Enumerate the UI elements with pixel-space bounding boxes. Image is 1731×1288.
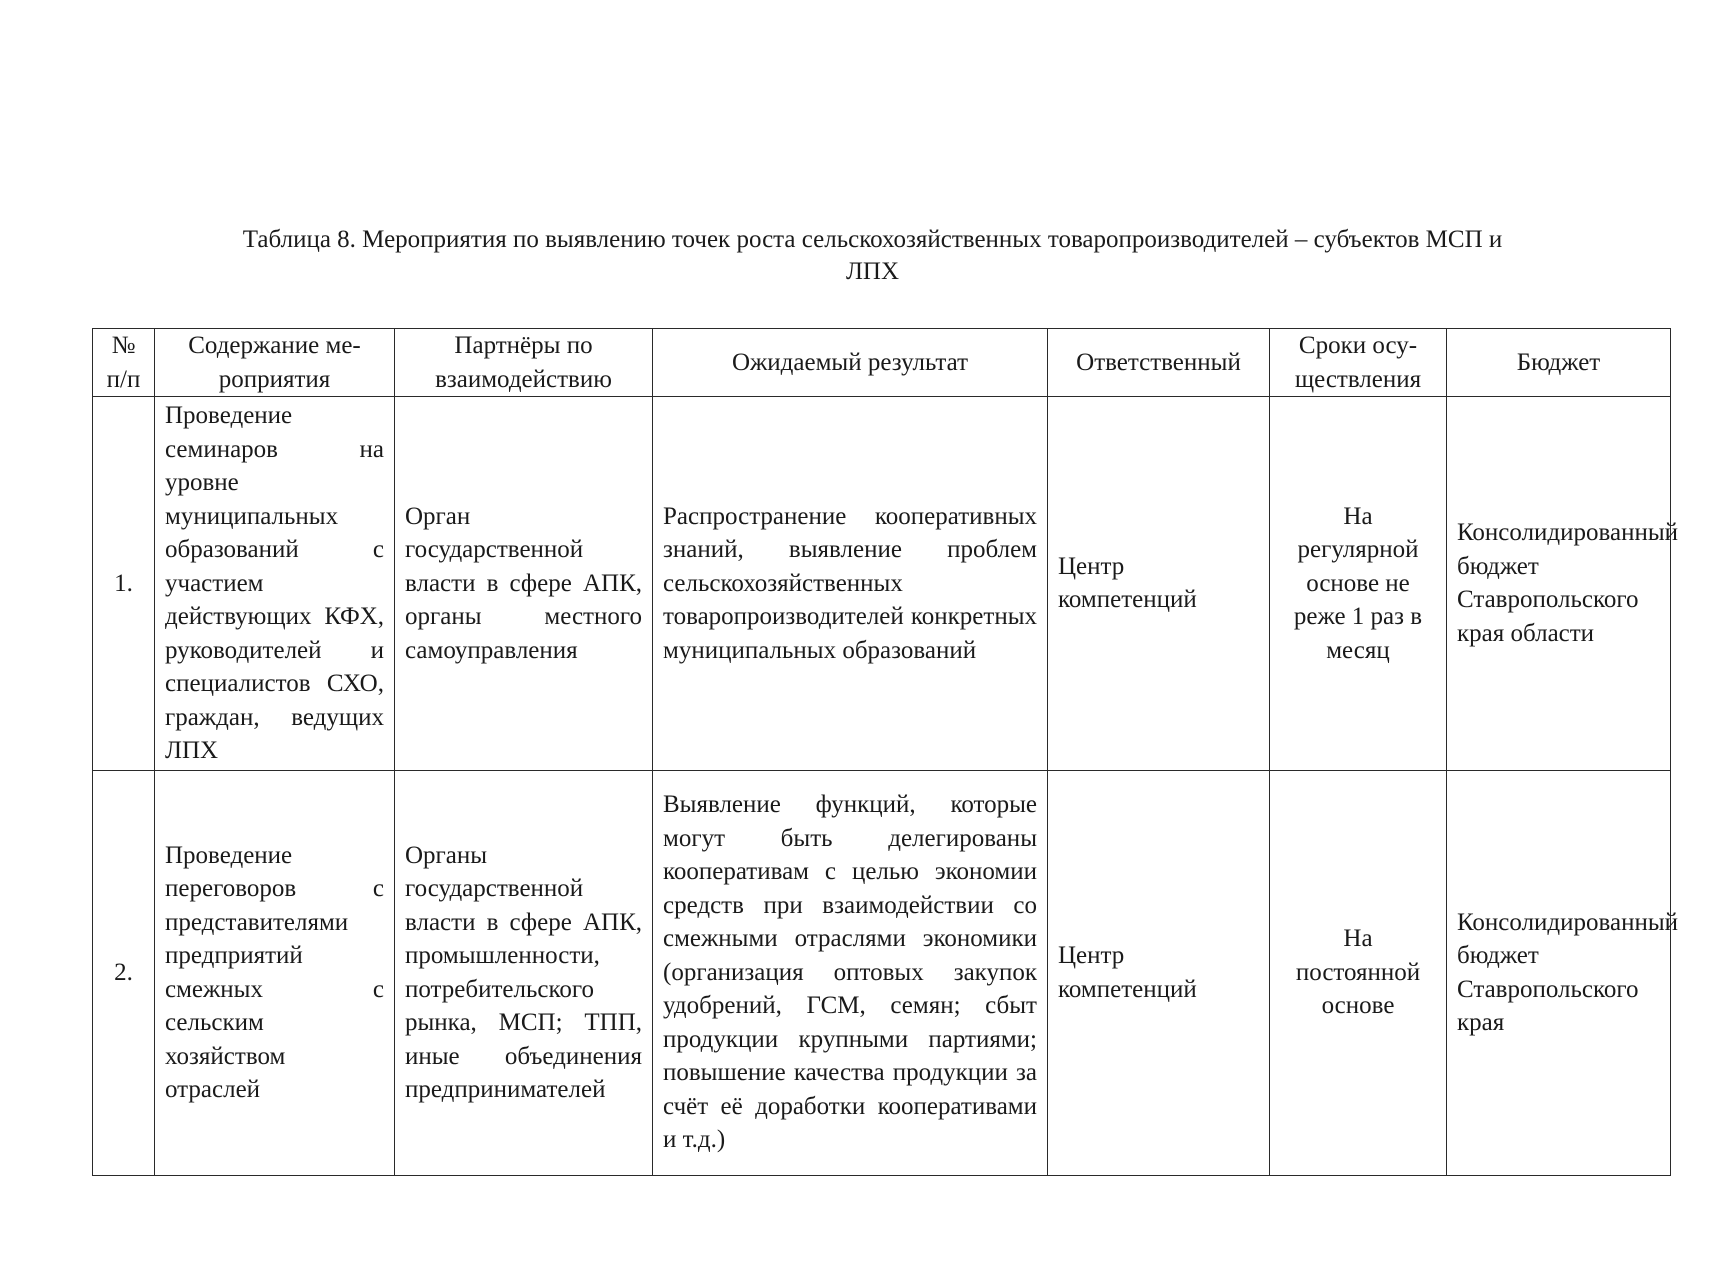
row-budget: Консолидированный бюджет Ставропольского края <box>1447 770 1671 1175</box>
row-terms: На регулярной основе не реже 1 раз в месяц <box>1270 397 1447 771</box>
caption-line-2: ЛПХ <box>845 258 900 285</box>
row-num: 1. <box>93 397 155 771</box>
row-content: Проведение переговоров с представителями предприятий смежных с сельским хозяйством отраслей <box>155 770 395 1175</box>
row-partners: Органы государственной власти в сфере АПК, промышленности, потребительского рынка, МСП; ТПП, иные объединения предпринимателей <box>395 770 653 1175</box>
header-num: № п/п <box>93 329 155 397</box>
caption-line-1: Таблица 8. Мероприятия по выявлению точек роста сельскохозяйственных товаропроизводителей – субъектов МСП и <box>242 226 1503 253</box>
header-partners: Партнёры по взаимодействию <box>395 329 653 397</box>
row-partners: Орган государственной власти в сфере АПК, органы местного самоуправления <box>395 397 653 771</box>
header-content: Содержание ме- роприятия <box>155 329 395 397</box>
row-responsible: Центр компетенций <box>1048 397 1270 771</box>
row-result: Распространение кооперативных знаний, выявление проблем сельскохозяйственных товаропроизводителей конкретных муниципальных образований <box>653 397 1048 771</box>
row-content: Проведение семинаров на уровне муниципальных образований с участием действующих КФХ, руководителей и специалистов СХО, граждан, ведущих ЛПХ <box>155 397 395 771</box>
measures-table <box>92 328 1679 1176</box>
table-row <box>93 770 1671 1175</box>
row-num: 2. <box>93 770 155 1175</box>
row-responsible: Центр компетенций <box>1048 770 1270 1175</box>
table-caption <box>100 224 1645 288</box>
row-budget: Консолидированный бюджет Ставропольского края области <box>1447 397 1671 771</box>
table-row <box>93 397 1671 771</box>
header-budget: Бюджет <box>1447 329 1671 397</box>
row-terms: На постоянной основе <box>1270 770 1447 1175</box>
header-row <box>93 329 1671 397</box>
row-result: Выявление функций, которые могут быть делегированы кооперативам с целью экономии средств при взаимодействии со смежными отраслями экономики (организация оптовых закупок удобрений, ГСМ, семян; сбыт продукции крупными партиями; повышение качества продукции за счёт её доработки кооперативами и т.д.) <box>653 770 1048 1175</box>
header-terms: Сроки осу- ществления <box>1270 329 1447 397</box>
header-result: Ожидаемый результат <box>653 329 1048 397</box>
header-responsible: Ответственный <box>1048 329 1270 397</box>
